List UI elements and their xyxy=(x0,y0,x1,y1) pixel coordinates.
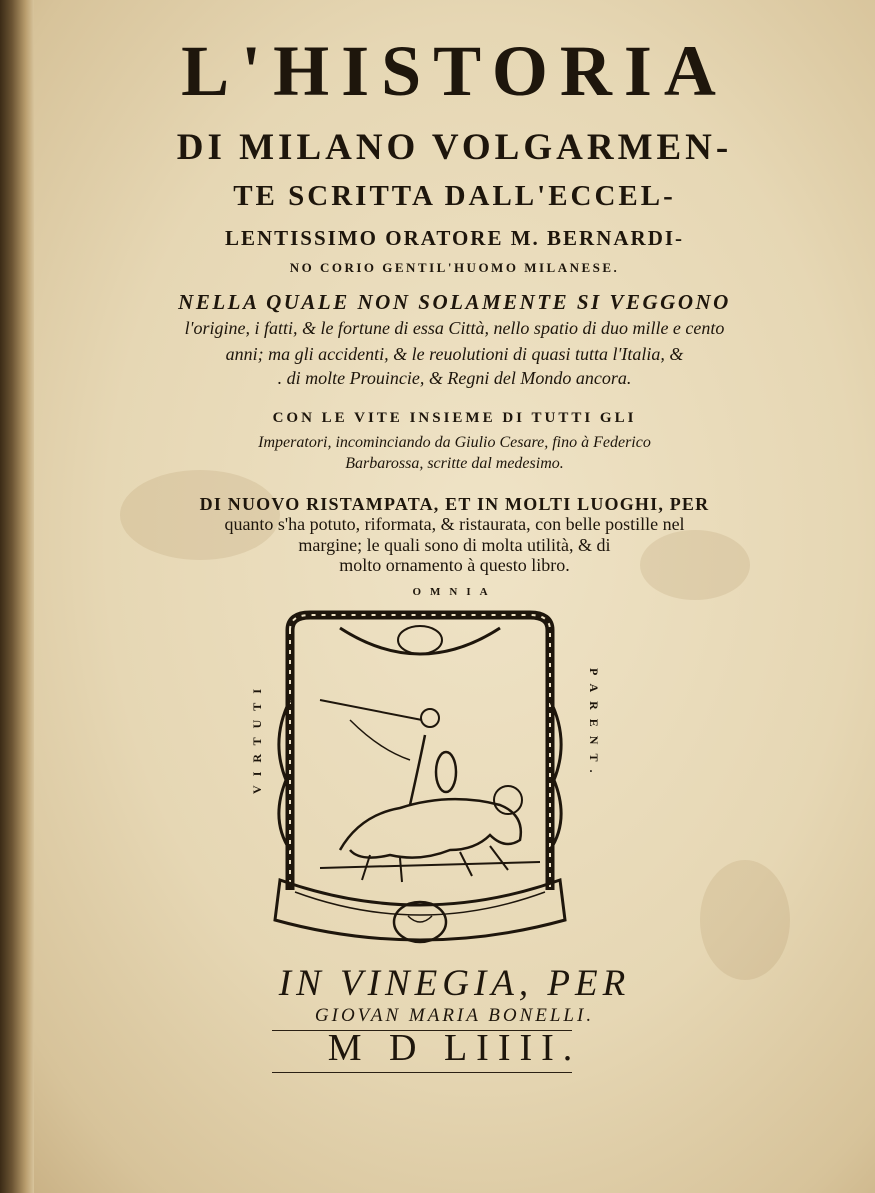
description-line-2: l'origine, i fatti, & le fortune di essa Città, nello spatio di duo mille e cento xyxy=(184,318,725,338)
reprint-line-1: DI NUOVO RISTAMPATA, ET IN MOLTI LUOGHI, PER xyxy=(199,494,710,514)
title-line-5: NO CORIO GENTIL'HUOMO MILANESE. xyxy=(289,260,620,275)
device-motto-right: PARENT. xyxy=(587,668,601,782)
description-line-1: NELLA QUALE NON SOLAMENTE SI VEGGONO xyxy=(178,290,731,314)
main-title: L'HISTORIA xyxy=(181,31,728,111)
description-line-4: . di molte Prouincie, & Regni del Mondo ancora. xyxy=(277,368,632,388)
imprint-date: M D LIIII. xyxy=(327,1027,582,1069)
reprint-line-3: margine; le quali sono di molta utilità, & di xyxy=(298,535,611,555)
imprint-rule-bottom xyxy=(272,1072,572,1073)
device-motto-top: OMNIA xyxy=(412,586,497,598)
imprint-printer: GIOVAN MARIA BONELLI. xyxy=(314,1005,595,1026)
contents-line-1: CON LE VITE INSIEME DI TUTTI GLI xyxy=(272,410,637,426)
reprint-line-2: quanto s'ha potuto, riformata, & ristaurata, con belle postille nel xyxy=(224,514,685,534)
title-line-4: LENTISSIMO ORATORE M. BERNARDI- xyxy=(224,226,685,250)
reprint-line-4: molto ornamento à questo libro. xyxy=(339,555,570,575)
contents-line-2: Imperatori, incominciando da Giulio Cesare, fino à Federico xyxy=(258,434,651,451)
contents-line-3: Barbarossa, scritte dal medesimo. xyxy=(345,455,564,472)
imprint-place: IN VINEGIA, PER xyxy=(278,963,631,1004)
title-line-2: DI MILANO VOLGARMEN- xyxy=(176,127,733,168)
description-line-3: anni; ma gli accidenti, & le reuolutioni di quasi tutta l'Italia, & xyxy=(225,344,684,364)
book-spine-edge xyxy=(0,0,34,1193)
printers-device-woodcut xyxy=(250,600,590,960)
device-motto-left: VIRTUTI xyxy=(250,680,264,794)
title-line-3: TE SCRITTA DALL'ECCEL- xyxy=(233,180,676,212)
